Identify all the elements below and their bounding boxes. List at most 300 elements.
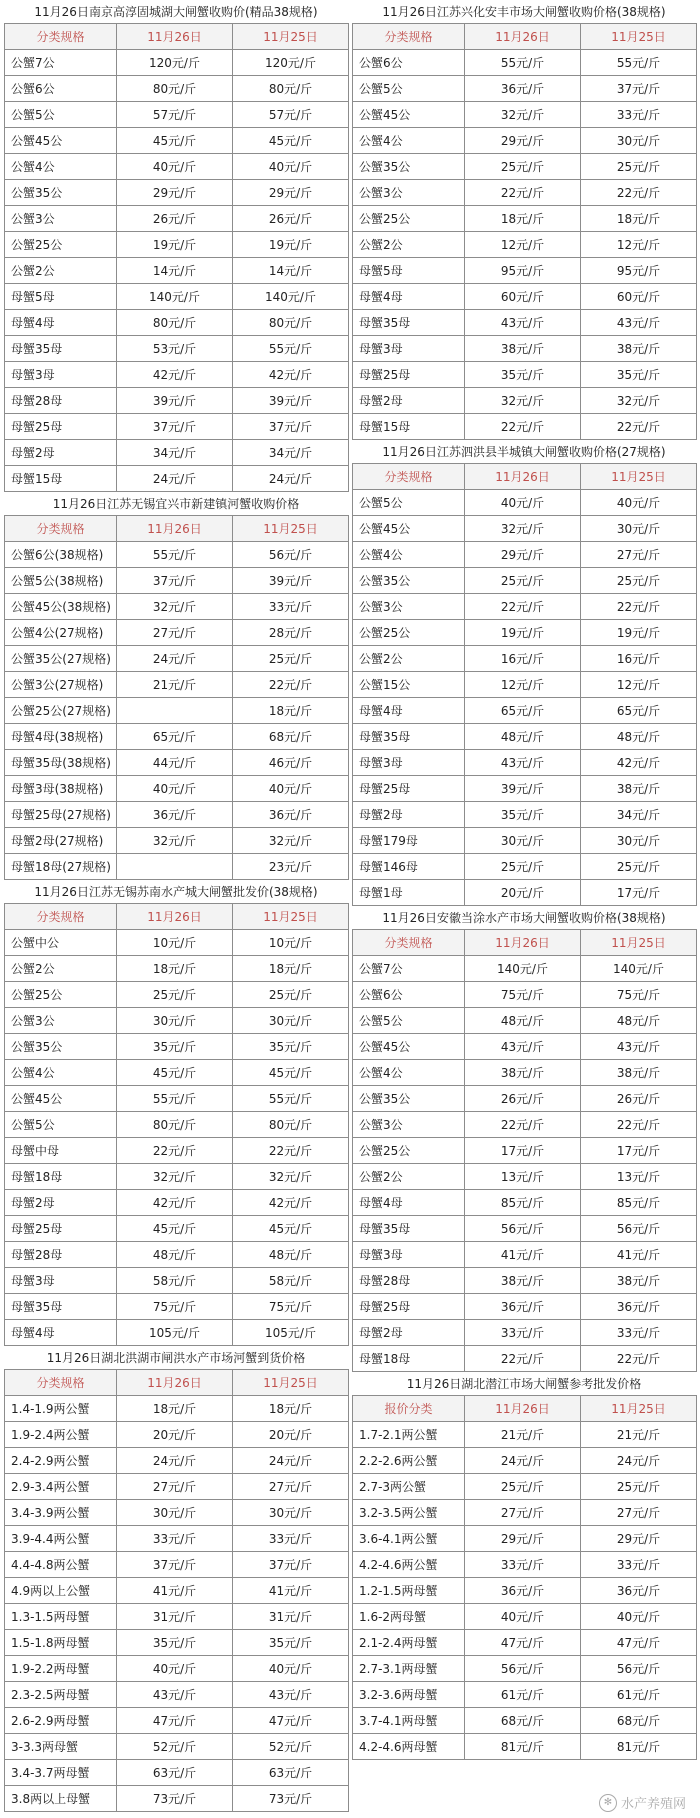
price-yesterday-cell: 37元/斤 bbox=[233, 414, 349, 440]
price-yesterday-cell: 21元/斤 bbox=[581, 1422, 697, 1448]
table-row bbox=[353, 1734, 697, 1760]
price-yesterday-cell: 30元/斤 bbox=[581, 828, 697, 854]
price-today-cell: 40元/斤 bbox=[117, 1656, 233, 1682]
header-row bbox=[5, 904, 349, 930]
spec-cell: 公蟹3公 bbox=[5, 206, 117, 232]
section-title: 11月26日安徽当涂水产市场大闸蟹收购价格(38规格) bbox=[382, 911, 666, 925]
price-today-cell bbox=[117, 854, 233, 880]
spec-cell: 公蟹2公 bbox=[353, 1164, 465, 1190]
table-row bbox=[353, 1656, 697, 1682]
table-row bbox=[5, 232, 349, 258]
price-today-cell: 55元/斤 bbox=[117, 1086, 233, 1112]
price-yesterday-cell: 18元/斤 bbox=[233, 1396, 349, 1422]
price-yesterday-cell: 32元/斤 bbox=[233, 828, 349, 854]
price-today-cell: 43元/斤 bbox=[465, 310, 581, 336]
spec-cell: 母蟹25母 bbox=[5, 414, 117, 440]
price-today-cell: 36元/斤 bbox=[465, 1578, 581, 1604]
table-row bbox=[5, 258, 349, 284]
spec-cell: 母蟹35母 bbox=[5, 1294, 117, 1320]
table-row bbox=[5, 1630, 349, 1656]
table-row bbox=[353, 724, 697, 750]
spec-cell: 公蟹2公 bbox=[5, 956, 117, 982]
table-row bbox=[353, 102, 697, 128]
price-yesterday-cell: 45元/斤 bbox=[233, 1060, 349, 1086]
price-yesterday-cell: 47元/斤 bbox=[233, 1708, 349, 1734]
spec-cell: 3-3.3两母蟹 bbox=[5, 1734, 117, 1760]
table-row bbox=[5, 620, 349, 646]
table-row bbox=[353, 1216, 697, 1242]
spec-cell: 公蟹4公 bbox=[5, 154, 117, 180]
table-row bbox=[353, 956, 697, 982]
spec-cell: 公蟹35公 bbox=[353, 568, 465, 594]
price-table bbox=[4, 515, 349, 880]
price-yesterday-cell: 19元/斤 bbox=[233, 232, 349, 258]
price-yesterday-cell: 48元/斤 bbox=[581, 1008, 697, 1034]
spec-cell: 公蟹4公 bbox=[353, 542, 465, 568]
table-row bbox=[5, 1268, 349, 1294]
price-today-cell: 26元/斤 bbox=[117, 206, 233, 232]
price-yesterday-cell: 80元/斤 bbox=[233, 310, 349, 336]
table-row bbox=[353, 50, 697, 76]
table-row bbox=[353, 1422, 697, 1448]
price-yesterday-cell: 29元/斤 bbox=[581, 1526, 697, 1552]
table-row bbox=[5, 1500, 349, 1526]
price-today-cell: 24元/斤 bbox=[117, 466, 233, 492]
spec-cell: 4.2-4.6两公蟹 bbox=[353, 1552, 465, 1578]
spec-cell: 母蟹18母 bbox=[353, 1346, 465, 1372]
price-section bbox=[352, 906, 696, 1372]
table-row bbox=[5, 1682, 349, 1708]
price-yesterday-cell: 38元/斤 bbox=[581, 1268, 697, 1294]
column-header: 分类规格 bbox=[353, 24, 465, 50]
price-yesterday-cell: 22元/斤 bbox=[581, 1112, 697, 1138]
price-today-cell: 32元/斤 bbox=[117, 828, 233, 854]
price-today-cell: 36元/斤 bbox=[465, 76, 581, 102]
price-today-cell: 37元/斤 bbox=[117, 1552, 233, 1578]
table-row bbox=[5, 1086, 349, 1112]
price-yesterday-cell: 85元/斤 bbox=[581, 1190, 697, 1216]
table-row bbox=[5, 1708, 349, 1734]
table-row bbox=[5, 1578, 349, 1604]
price-today-cell: 39元/斤 bbox=[465, 776, 581, 802]
table-row bbox=[353, 1682, 697, 1708]
spec-cell: 公蟹6公 bbox=[5, 76, 117, 102]
price-today-cell: 105元/斤 bbox=[117, 1320, 233, 1346]
price-yesterday-cell: 30元/斤 bbox=[581, 128, 697, 154]
price-today-cell: 33元/斤 bbox=[465, 1320, 581, 1346]
price-today-cell: 35元/斤 bbox=[465, 362, 581, 388]
price-yesterday-cell: 18元/斤 bbox=[233, 956, 349, 982]
spec-cell: 母蟹3母 bbox=[353, 336, 465, 362]
table-row bbox=[353, 1604, 697, 1630]
table-row bbox=[5, 1448, 349, 1474]
price-yesterday-cell: 56元/斤 bbox=[581, 1656, 697, 1682]
price-yesterday-cell: 56元/斤 bbox=[233, 542, 349, 568]
price-today-cell: 26元/斤 bbox=[465, 1086, 581, 1112]
table-row bbox=[5, 1060, 349, 1086]
price-today-cell: 14元/斤 bbox=[117, 258, 233, 284]
table-row bbox=[353, 388, 697, 414]
price-yesterday-cell: 32元/斤 bbox=[233, 1164, 349, 1190]
price-today-cell: 33元/斤 bbox=[117, 1526, 233, 1552]
price-today-cell: 43元/斤 bbox=[465, 1034, 581, 1060]
spec-cell: 母蟹2母 bbox=[5, 1190, 117, 1216]
price-yesterday-cell: 25元/斤 bbox=[233, 982, 349, 1008]
column-header: 11月25日 bbox=[581, 930, 697, 956]
price-yesterday-cell: 39元/斤 bbox=[233, 568, 349, 594]
spec-cell: 母蟹4母 bbox=[353, 1190, 465, 1216]
column-header: 11月25日 bbox=[581, 24, 697, 50]
spec-cell: 3.4-3.9两公蟹 bbox=[5, 1500, 117, 1526]
price-yesterday-cell: 57元/斤 bbox=[233, 102, 349, 128]
table-row bbox=[353, 620, 697, 646]
price-yesterday-cell: 60元/斤 bbox=[581, 284, 697, 310]
spec-cell: 母蟹中母 bbox=[5, 1138, 117, 1164]
spec-cell: 母蟹4母 bbox=[5, 310, 117, 336]
price-today-cell: 19元/斤 bbox=[117, 232, 233, 258]
price-yesterday-cell: 68元/斤 bbox=[233, 724, 349, 750]
spec-cell: 母蟹3母(38规格) bbox=[5, 776, 117, 802]
price-yesterday-cell: 17元/斤 bbox=[581, 880, 697, 906]
spec-cell: 公蟹25公 bbox=[353, 1138, 465, 1164]
price-today-cell: 31元/斤 bbox=[117, 1604, 233, 1630]
table-row bbox=[353, 802, 697, 828]
price-yesterday-cell: 45元/斤 bbox=[233, 128, 349, 154]
price-yesterday-cell: 55元/斤 bbox=[233, 1086, 349, 1112]
price-yesterday-cell: 68元/斤 bbox=[581, 1708, 697, 1734]
price-yesterday-cell: 33元/斤 bbox=[233, 1526, 349, 1552]
table-row bbox=[353, 154, 697, 180]
table-row bbox=[353, 1708, 697, 1734]
table-row bbox=[353, 310, 697, 336]
spec-cell: 母蟹4母 bbox=[5, 1320, 117, 1346]
price-today-cell: 29元/斤 bbox=[465, 1526, 581, 1552]
table-row bbox=[5, 542, 349, 568]
section-title: 11月26日江苏兴化安丰市场大闸蟹收购价格(38规格) bbox=[382, 5, 666, 19]
price-yesterday-cell: 33元/斤 bbox=[581, 102, 697, 128]
column-header: 11月26日 bbox=[117, 904, 233, 930]
price-today-cell: 65元/斤 bbox=[117, 724, 233, 750]
table-row bbox=[353, 362, 697, 388]
price-today-cell: 53元/斤 bbox=[117, 336, 233, 362]
price-yesterday-cell: 41元/斤 bbox=[581, 1242, 697, 1268]
price-today-cell: 29元/斤 bbox=[465, 128, 581, 154]
table-row bbox=[353, 1552, 697, 1578]
column-header: 分类规格 bbox=[5, 24, 117, 50]
table-row bbox=[5, 1656, 349, 1682]
price-yesterday-cell: 27元/斤 bbox=[233, 1474, 349, 1500]
price-yesterday-cell: 20元/斤 bbox=[233, 1422, 349, 1448]
column-header: 11月26日 bbox=[465, 930, 581, 956]
spec-cell: 3.2-3.6两母蟹 bbox=[353, 1682, 465, 1708]
price-today-cell: 16元/斤 bbox=[465, 646, 581, 672]
spec-cell: 2.7-3两公蟹 bbox=[353, 1474, 465, 1500]
spec-cell: 母蟹5母 bbox=[5, 284, 117, 310]
price-today-cell: 36元/斤 bbox=[117, 802, 233, 828]
price-today-cell: 29元/斤 bbox=[465, 542, 581, 568]
price-yesterday-cell: 40元/斤 bbox=[233, 776, 349, 802]
price-yesterday-cell: 35元/斤 bbox=[233, 1034, 349, 1060]
price-yesterday-cell: 34元/斤 bbox=[581, 802, 697, 828]
spec-cell: 母蟹35母(38规格) bbox=[5, 750, 117, 776]
price-yesterday-cell: 120元/斤 bbox=[233, 50, 349, 76]
price-today-cell: 10元/斤 bbox=[117, 930, 233, 956]
price-today-cell: 27元/斤 bbox=[117, 1474, 233, 1500]
price-yesterday-cell: 12元/斤 bbox=[581, 232, 697, 258]
price-today-cell: 38元/斤 bbox=[465, 1268, 581, 1294]
price-yesterday-cell: 22元/斤 bbox=[233, 1138, 349, 1164]
spec-cell: 1.4-1.9两公蟹 bbox=[5, 1396, 117, 1422]
price-today-cell: 22元/斤 bbox=[465, 1346, 581, 1372]
table-row bbox=[353, 776, 697, 802]
table-row bbox=[5, 1294, 349, 1320]
table-row bbox=[5, 1190, 349, 1216]
spec-cell: 公蟹4公(27规格) bbox=[5, 620, 117, 646]
spec-cell: 公蟹45公 bbox=[5, 128, 117, 154]
price-yesterday-cell: 32元/斤 bbox=[581, 388, 697, 414]
table-row bbox=[353, 76, 697, 102]
spec-cell: 母蟹28母 bbox=[5, 1242, 117, 1268]
spec-cell: 母蟹25母 bbox=[353, 362, 465, 388]
spec-cell: 公蟹3公 bbox=[353, 1112, 465, 1138]
spec-cell: 母蟹4母 bbox=[353, 698, 465, 724]
spec-cell: 公蟹45公 bbox=[353, 516, 465, 542]
spec-cell: 4.4-4.8两公蟹 bbox=[5, 1552, 117, 1578]
price-today-cell: 45元/斤 bbox=[117, 1216, 233, 1242]
spec-cell: 母蟹25母(27规格) bbox=[5, 802, 117, 828]
table-row bbox=[353, 542, 697, 568]
price-yesterday-cell: 16元/斤 bbox=[581, 646, 697, 672]
column-header: 11月26日 bbox=[117, 516, 233, 542]
spec-cell: 公蟹5公 bbox=[353, 490, 465, 516]
price-yesterday-cell: 27元/斤 bbox=[581, 542, 697, 568]
spec-cell: 1.6-2两母蟹 bbox=[353, 1604, 465, 1630]
spec-cell: 3.7-4.1两母蟹 bbox=[353, 1708, 465, 1734]
price-today-cell: 75元/斤 bbox=[465, 982, 581, 1008]
right-column bbox=[352, 0, 696, 1760]
price-today-cell: 30元/斤 bbox=[117, 1008, 233, 1034]
table-row bbox=[5, 180, 349, 206]
spec-cell: 2.7-3.1两母蟹 bbox=[353, 1656, 465, 1682]
spec-cell: 公蟹7公 bbox=[353, 956, 465, 982]
price-yesterday-cell: 48元/斤 bbox=[233, 1242, 349, 1268]
table-row bbox=[353, 258, 697, 284]
spec-cell: 公蟹2公 bbox=[5, 258, 117, 284]
price-today-cell: 140元/斤 bbox=[117, 284, 233, 310]
price-today-cell: 60元/斤 bbox=[465, 284, 581, 310]
table-row bbox=[5, 388, 349, 414]
spec-cell: 1.9-2.4两公蟹 bbox=[5, 1422, 117, 1448]
table-row bbox=[353, 1578, 697, 1604]
price-yesterday-cell: 140元/斤 bbox=[233, 284, 349, 310]
column-header: 11月26日 bbox=[117, 1370, 233, 1396]
price-today-cell: 27元/斤 bbox=[117, 620, 233, 646]
table-row bbox=[5, 206, 349, 232]
table-row bbox=[353, 1112, 697, 1138]
price-today-cell: 35元/斤 bbox=[465, 802, 581, 828]
price-yesterday-cell: 55元/斤 bbox=[233, 336, 349, 362]
spec-cell: 公蟹45公 bbox=[353, 102, 465, 128]
spec-cell: 3.8两以上母蟹 bbox=[5, 1786, 117, 1812]
table-row bbox=[353, 672, 697, 698]
price-today-cell: 25元/斤 bbox=[465, 854, 581, 880]
price-yesterday-cell: 42元/斤 bbox=[581, 750, 697, 776]
column-header: 报价分类 bbox=[353, 1396, 465, 1422]
price-today-cell: 30元/斤 bbox=[465, 828, 581, 854]
table-row bbox=[353, 284, 697, 310]
price-yesterday-cell: 42元/斤 bbox=[233, 362, 349, 388]
price-yesterday-cell: 25元/斤 bbox=[581, 154, 697, 180]
header-row bbox=[5, 24, 349, 50]
table-row bbox=[353, 1060, 697, 1086]
price-today-cell: 33元/斤 bbox=[465, 1552, 581, 1578]
spec-cell: 公蟹5公 bbox=[5, 102, 117, 128]
table-row bbox=[353, 1474, 697, 1500]
price-today-cell: 18元/斤 bbox=[117, 956, 233, 982]
price-yesterday-cell: 28元/斤 bbox=[233, 620, 349, 646]
price-yesterday-cell: 22元/斤 bbox=[581, 594, 697, 620]
watermark-text: 水产养殖网 bbox=[620, 1797, 686, 1812]
spec-cell: 母蟹1母 bbox=[353, 880, 465, 906]
price-yesterday-cell: 26元/斤 bbox=[233, 206, 349, 232]
table-row bbox=[353, 1320, 697, 1346]
price-today-cell: 56元/斤 bbox=[465, 1656, 581, 1682]
price-yesterday-cell: 43元/斤 bbox=[581, 310, 697, 336]
table-row bbox=[5, 854, 349, 880]
spec-cell: 公蟹45公 bbox=[353, 1034, 465, 1060]
price-yesterday-cell: 10元/斤 bbox=[233, 930, 349, 956]
spec-cell: 母蟹25母 bbox=[353, 1294, 465, 1320]
table-row bbox=[353, 232, 697, 258]
column-header: 11月26日 bbox=[465, 1396, 581, 1422]
spec-cell: 4.2-4.6两母蟹 bbox=[353, 1734, 465, 1760]
table-row bbox=[353, 1086, 697, 1112]
spec-cell: 4.9两以上公蟹 bbox=[5, 1578, 117, 1604]
section-title: 11月26日湖北潜江市场大闸蟹参考批发价格 bbox=[406, 1377, 642, 1391]
price-yesterday-cell: 40元/斤 bbox=[233, 1656, 349, 1682]
spec-cell: 母蟹146母 bbox=[353, 854, 465, 880]
table-row bbox=[353, 594, 697, 620]
spec-cell: 公蟹25公 bbox=[5, 982, 117, 1008]
price-table bbox=[4, 23, 349, 492]
price-today-cell: 12元/斤 bbox=[465, 232, 581, 258]
spec-cell: 1.3-1.5两母蟹 bbox=[5, 1604, 117, 1630]
table-row bbox=[5, 568, 349, 594]
column-header: 分类规格 bbox=[5, 516, 117, 542]
price-yesterday-cell: 43元/斤 bbox=[233, 1682, 349, 1708]
price-today-cell: 45元/斤 bbox=[117, 1060, 233, 1086]
column-header: 11月26日 bbox=[465, 464, 581, 490]
spec-cell: 母蟹2母 bbox=[353, 1320, 465, 1346]
column-header: 11月25日 bbox=[581, 1396, 697, 1422]
spec-cell: 母蟹28母 bbox=[5, 388, 117, 414]
table-row bbox=[5, 802, 349, 828]
price-today-cell: 65元/斤 bbox=[465, 698, 581, 724]
price-table bbox=[352, 929, 697, 1372]
table-row bbox=[5, 1474, 349, 1500]
price-today-cell: 52元/斤 bbox=[117, 1734, 233, 1760]
table-row bbox=[5, 414, 349, 440]
spec-cell: 公蟹3公 bbox=[5, 1008, 117, 1034]
price-today-cell: 32元/斤 bbox=[465, 516, 581, 542]
section-title: 11月26日江苏无锡宜兴市新建镇河蟹收购价格 bbox=[52, 497, 300, 511]
spec-cell: 3.9-4.4两公蟹 bbox=[5, 1526, 117, 1552]
table-row bbox=[5, 1526, 349, 1552]
price-yesterday-cell: 36元/斤 bbox=[233, 802, 349, 828]
price-today-cell: 85元/斤 bbox=[465, 1190, 581, 1216]
table-row bbox=[5, 102, 349, 128]
price-today-cell: 12元/斤 bbox=[465, 672, 581, 698]
price-yesterday-cell: 30元/斤 bbox=[233, 1008, 349, 1034]
table-row bbox=[353, 128, 697, 154]
header-row bbox=[353, 24, 697, 50]
price-today-cell: 81元/斤 bbox=[465, 1734, 581, 1760]
table-row bbox=[353, 1630, 697, 1656]
table-row bbox=[353, 1190, 697, 1216]
header-row bbox=[353, 1396, 697, 1422]
price-today-cell: 75元/斤 bbox=[117, 1294, 233, 1320]
column-header: 11月25日 bbox=[233, 516, 349, 542]
price-today-cell: 39元/斤 bbox=[117, 388, 233, 414]
price-today-cell: 18元/斤 bbox=[117, 1396, 233, 1422]
table-row bbox=[5, 1164, 349, 1190]
price-table bbox=[4, 903, 349, 1346]
table-row bbox=[5, 1552, 349, 1578]
spec-cell: 母蟹25母 bbox=[353, 776, 465, 802]
price-yesterday-cell: 42元/斤 bbox=[233, 1190, 349, 1216]
price-yesterday-cell: 40元/斤 bbox=[233, 154, 349, 180]
price-yesterday-cell: 48元/斤 bbox=[581, 724, 697, 750]
price-yesterday-cell: 61元/斤 bbox=[581, 1682, 697, 1708]
spec-cell: 公蟹25公 bbox=[353, 620, 465, 646]
price-today-cell: 19元/斤 bbox=[465, 620, 581, 646]
spec-cell: 公蟹25公(27规格) bbox=[5, 698, 117, 724]
price-section bbox=[352, 1372, 696, 1760]
price-today-cell: 37元/斤 bbox=[117, 414, 233, 440]
spec-cell: 3.4-3.7两母蟹 bbox=[5, 1760, 117, 1786]
price-today-cell: 32元/斤 bbox=[465, 388, 581, 414]
table-row bbox=[353, 568, 697, 594]
spec-cell: 母蟹3母 bbox=[353, 750, 465, 776]
spec-cell: 公蟹7公 bbox=[5, 50, 117, 76]
spec-cell: 公蟹15公 bbox=[353, 672, 465, 698]
spec-cell: 公蟹25公 bbox=[5, 232, 117, 258]
table-row bbox=[5, 594, 349, 620]
table-row bbox=[353, 1268, 697, 1294]
price-yesterday-cell: 75元/斤 bbox=[233, 1294, 349, 1320]
price-section bbox=[352, 0, 696, 440]
spec-cell: 公蟹5公 bbox=[353, 76, 465, 102]
spec-cell: 母蟹4母(38规格) bbox=[5, 724, 117, 750]
price-today-cell: 63元/斤 bbox=[117, 1760, 233, 1786]
spec-cell: 公蟹2公 bbox=[353, 646, 465, 672]
table-row bbox=[5, 128, 349, 154]
header-row bbox=[5, 516, 349, 542]
price-yesterday-cell: 30元/斤 bbox=[581, 516, 697, 542]
column-header: 11月25日 bbox=[581, 464, 697, 490]
price-today-cell: 24元/斤 bbox=[117, 1448, 233, 1474]
spec-cell: 母蟹2母 bbox=[353, 802, 465, 828]
price-yesterday-cell: 29元/斤 bbox=[233, 180, 349, 206]
price-today-cell: 32元/斤 bbox=[117, 594, 233, 620]
price-yesterday-cell: 58元/斤 bbox=[233, 1268, 349, 1294]
price-today-cell: 61元/斤 bbox=[465, 1682, 581, 1708]
price-yesterday-cell: 37元/斤 bbox=[581, 76, 697, 102]
price-yesterday-cell: 45元/斤 bbox=[233, 1216, 349, 1242]
price-today-cell: 55元/斤 bbox=[465, 50, 581, 76]
price-yesterday-cell: 105元/斤 bbox=[233, 1320, 349, 1346]
spec-cell: 母蟹179母 bbox=[353, 828, 465, 854]
